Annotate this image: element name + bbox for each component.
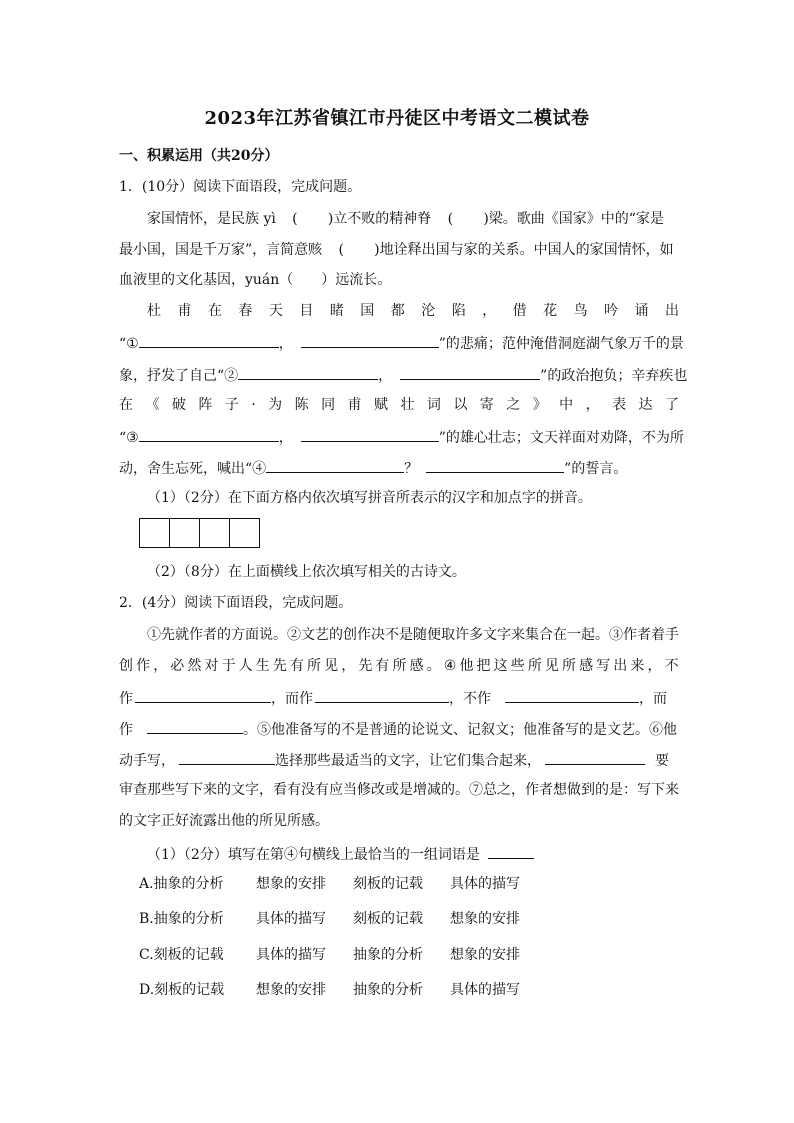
page-title: 2023年江苏省镇江市丹徒区中考语文二模试卷	[204, 108, 590, 129]
q2-sub1: （1）（2分）填写在第④句横线上最恰当的一组词语是	[147, 843, 707, 865]
fill-blank[interactable]	[505, 687, 639, 703]
fill-blank[interactable]	[545, 749, 645, 765]
q1-p2-line1: 杜 甫 在 春 天 目 睹 国 都 沦 陷 ， 借 花 鸟 吟 诵 出	[147, 303, 679, 319]
fill-blank[interactable]	[139, 426, 279, 442]
fill-blank[interactable]	[315, 687, 449, 703]
fill-blank[interactable]	[238, 364, 378, 380]
fill-blank[interactable]	[301, 332, 439, 348]
q1-p2-line3: 象，抒发了自己“② ， ”的政治抱负；辛弃疾也	[119, 364, 679, 386]
q1-heading: 1．(10分）阅读下面语段，完成问题。	[119, 179, 362, 195]
q2-heading: 2．(4分）阅读下面语段，完成问题。	[119, 595, 353, 611]
fill-blank[interactable]	[488, 843, 534, 859]
answer-box[interactable]	[169, 518, 200, 548]
fill-blank[interactable]	[400, 364, 540, 380]
q2-line5: 动手写， 选择那些最适当的文字，让它们集合起来， 要	[119, 749, 679, 771]
q2-line4: 作 。⑤他准备写的不是普通的论说文、记叙文；他准备写的是文艺。⑥他	[119, 718, 679, 740]
answer-boxes	[139, 518, 259, 548]
fill-blank[interactable]	[139, 332, 279, 348]
fill-blank[interactable]	[179, 749, 275, 765]
q2-line7: 的文字正好流露出他的所见所感。	[119, 813, 329, 829]
fill-blank[interactable]	[301, 426, 439, 442]
q1-p1-line2: 最小国，国是千万家”，言简意赅 ( )地诠释出国与家的关系。中国人的家国情怀，如	[119, 242, 674, 258]
q2-line2: 创 作 ， 必 然 对 于 人 生 先 有 所 见 ， 先 有 所 感 。 ④ 他 把 这 些 所 见 所 感 写 出 来 ， 不	[119, 658, 679, 674]
answer-box[interactable]	[229, 518, 260, 548]
q1-p2-line4: 在 《 破 阵 子 · 为 陈 同 甫 赋 壮 词 以 寄 之 》 中 ， 表 达 了	[119, 397, 679, 413]
option-d[interactable]: D.刻板的记载 想象的安排 抽象的分析 具体的描写	[139, 982, 520, 998]
q1-p2-line6: 动，舍生忘死，喊出“④ ？ ”的誓言。	[119, 457, 679, 479]
q1-p2-line2: “① ， ”的悲痛；范仲淹借洞庭湖气象万千的景	[119, 332, 679, 354]
q1-p1-line3: 血液里的文化基因，yuán（ ）远流长。	[119, 272, 392, 288]
q2-line3: 作 ，而作 ，不作 ，而	[119, 687, 679, 709]
q1-p1-line1: 家国情怀，是民族 yì ( )立不败的精神脊 ( )梁。歌曲《国家》中的“家是	[147, 211, 664, 227]
fill-blank[interactable]	[147, 718, 243, 734]
fill-blank[interactable]	[135, 687, 271, 703]
q2-line1: ①先就作者的方面说。②文艺的创作决不是随便取许多文字来集合在一起。③作者着手	[147, 627, 679, 643]
option-c[interactable]: C.刻板的记载 具体的描写 抽象的分析 想象的安排	[139, 947, 520, 963]
fill-blank[interactable]	[426, 457, 564, 473]
fill-blank[interactable]	[266, 457, 404, 473]
answer-box[interactable]	[139, 518, 170, 548]
q1-sub1: （1）（2分）在下面方格内依次填写拼音所表示的汉字和加点字的拼音。	[147, 490, 592, 506]
q1-p2-line5: “③ ， ”的雄心壮志；文天祥面对劝降，不为所	[119, 426, 679, 448]
q2-line6: 审查那些写下来的文字，看有没有应当修改或是增减的。⑦总之，作者想做到的是：写下来	[119, 782, 679, 798]
q1-sub2: （2）（8分）在上面横线上依次填写相关的古诗文。	[147, 564, 466, 580]
answer-box[interactable]	[199, 518, 230, 548]
option-a[interactable]: A.抽象的分析 想象的安排 刻板的记载 具体的描写	[139, 876, 520, 892]
option-b[interactable]: B.抽象的分析 具体的描写 刻板的记载 想象的安排	[139, 911, 520, 927]
section-heading: 一、积累运用（共20分）	[119, 148, 279, 164]
